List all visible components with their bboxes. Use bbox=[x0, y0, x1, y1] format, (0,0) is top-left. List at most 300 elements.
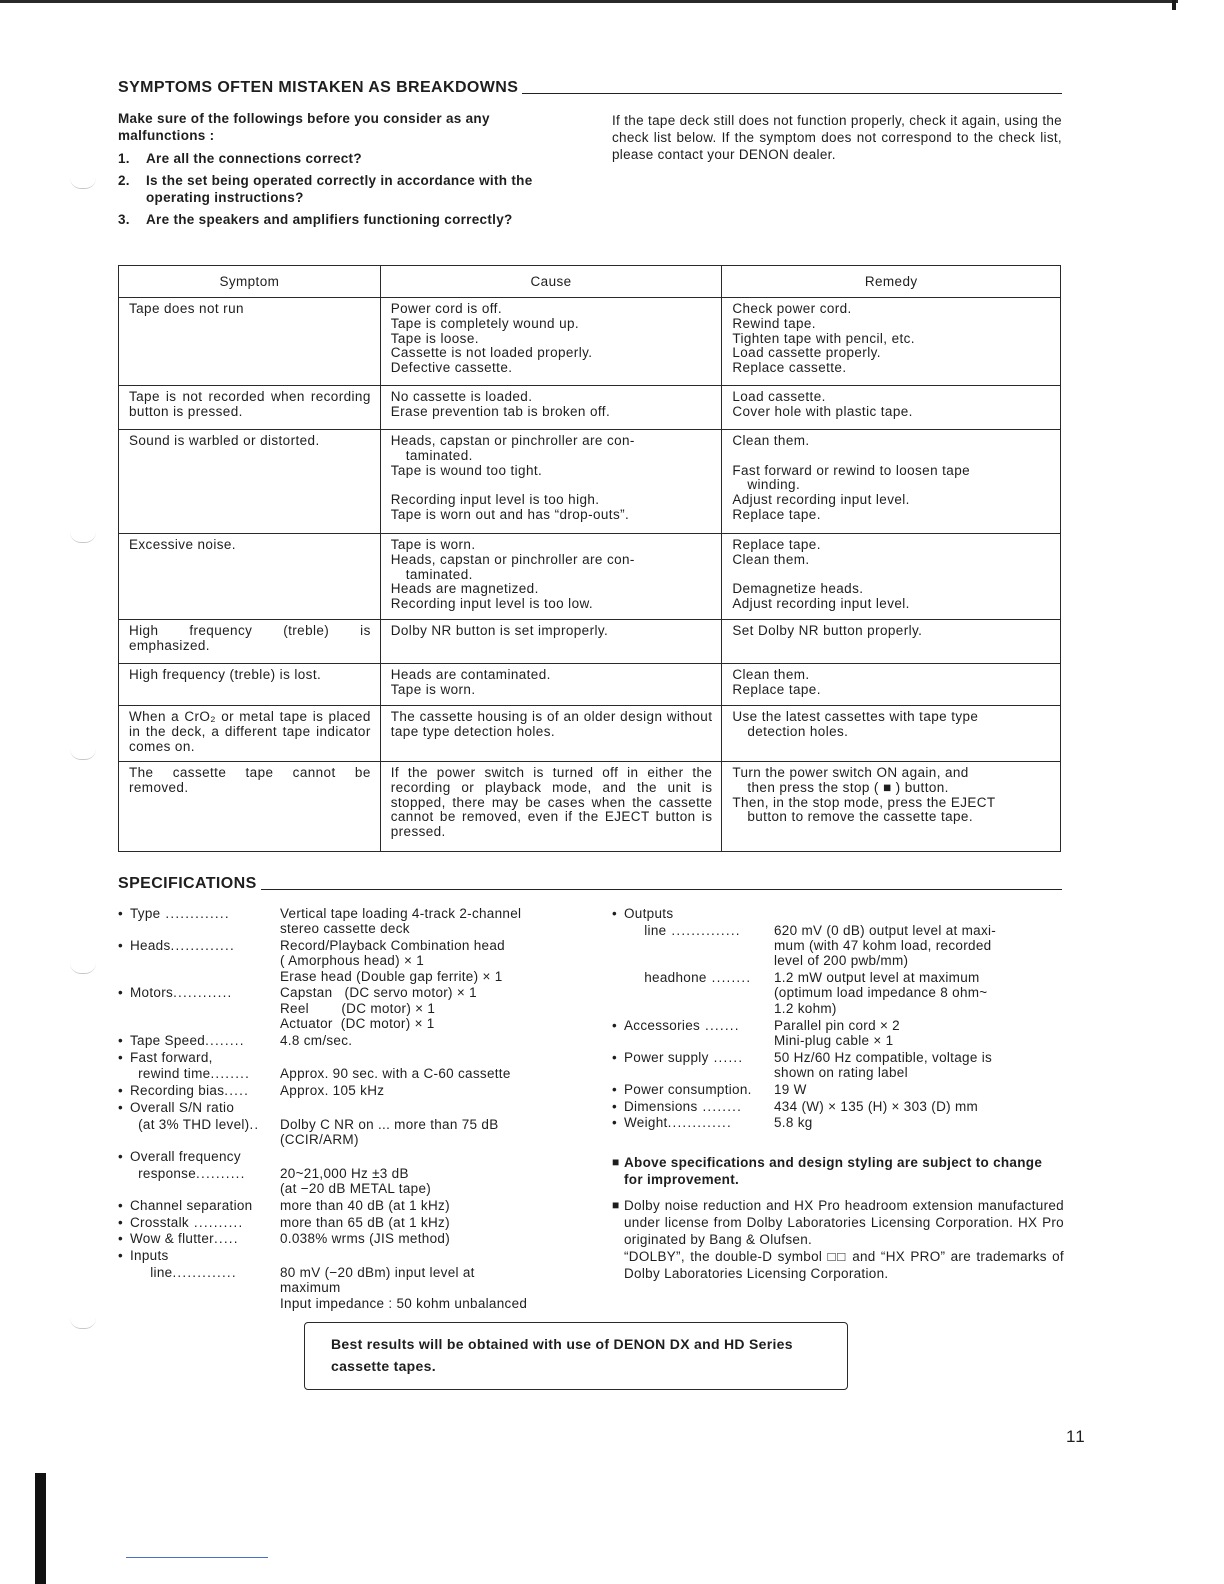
remedy-line: Tighten tape with pencil, etc. bbox=[732, 330, 915, 346]
section-heading-symptoms bbox=[118, 79, 1062, 97]
cause-line: Tape is worn. bbox=[390, 537, 476, 552]
checklist-item bbox=[118, 150, 566, 167]
spec-label-text: Recording bias bbox=[130, 1083, 225, 1099]
leader-dots: ..... bbox=[224, 1083, 250, 1099]
remedy-line: Turn the power switch ON again, and bbox=[732, 765, 969, 780]
remedy-line: Use the latest cassettes with tape type bbox=[732, 709, 979, 724]
remedy-line: Check power cord. bbox=[732, 301, 852, 316]
symptom-cell bbox=[119, 386, 381, 430]
spec-row bbox=[118, 1050, 568, 1065]
cause-line: Tape is wound too tight. bbox=[390, 462, 543, 478]
bullet-icon: • bbox=[118, 906, 124, 921]
spec-value bbox=[280, 1198, 568, 1213]
remedy-line: Clean them. bbox=[732, 551, 810, 567]
leader-dots: .......... bbox=[188, 1214, 244, 1230]
remedy-cell bbox=[722, 762, 1061, 852]
spec-value-line: Reel (DC motor) × 1 bbox=[280, 1000, 436, 1016]
remedy-cell bbox=[722, 386, 1061, 430]
bullet-icon: • bbox=[612, 1049, 618, 1065]
remedy-line: Replace tape. bbox=[732, 537, 821, 552]
checklist-intro bbox=[118, 110, 566, 233]
notice-subject-to-change bbox=[612, 1154, 1064, 1188]
symptom-line: When a CrO₂ or metal tape is placed in the deck, a different tape indicator comes on. bbox=[129, 709, 371, 754]
spec-value-line: (CCIR/ARM) bbox=[280, 1132, 359, 1148]
spec-value-line: 4.8 cm/sec. bbox=[280, 1032, 353, 1048]
spec-label bbox=[118, 1050, 280, 1065]
spec-label bbox=[118, 985, 280, 1031]
symptom-cell bbox=[119, 534, 381, 620]
spec-row bbox=[118, 1033, 568, 1048]
leader-dots: ....... bbox=[700, 1017, 740, 1033]
trademark-text: “DOLBY”, the double-D symbol □□ and “HX PRO” are trademarks of Dolby Laboratories Licensing Corporation. bbox=[624, 1249, 1064, 1281]
callout-box: Best results will be obtained with use of DENON DX and HD Series cassette tapes. bbox=[304, 1322, 848, 1390]
spec-row bbox=[118, 1166, 568, 1197]
remedy-line: winding. bbox=[747, 477, 801, 493]
table-row bbox=[119, 298, 1061, 386]
bullet-icon: • bbox=[118, 1197, 124, 1213]
remedy-line: Adjust recording input level. bbox=[732, 596, 910, 612]
spec-row bbox=[118, 1215, 568, 1230]
spec-label-text: Power supply bbox=[624, 1049, 709, 1065]
cause-line: Cassette is not loaded properly. bbox=[390, 345, 593, 361]
spec-label bbox=[118, 1231, 280, 1246]
cause-line: Heads are magnetized. bbox=[390, 581, 539, 597]
spec-label-text: Weight bbox=[624, 1115, 668, 1131]
spec-label-text: Channel separation bbox=[130, 1197, 253, 1213]
cause-line bbox=[391, 478, 713, 493]
cause-cell bbox=[380, 706, 722, 762]
cause-cell bbox=[380, 762, 722, 852]
spec-label-text: Outputs bbox=[624, 906, 674, 921]
spec-row bbox=[612, 1050, 1064, 1081]
spec-row bbox=[118, 985, 568, 1031]
spec-label bbox=[118, 1033, 280, 1048]
spec-value-line: Vertical tape loading 4-track 2-channel bbox=[280, 906, 522, 921]
cause-line: Recording input level is too low. bbox=[390, 596, 594, 612]
spec-label-text: Heads bbox=[130, 938, 171, 954]
symptom-line: High frequency (treble) is lost. bbox=[129, 667, 322, 682]
bullet-icon: • bbox=[118, 1049, 124, 1065]
spec-value bbox=[774, 970, 1064, 1016]
page-number: 11 bbox=[1066, 1427, 1086, 1446]
remedy-line: Adjust recording input level. bbox=[732, 492, 910, 508]
remedy-line: Replace cassette. bbox=[732, 360, 847, 376]
spec-value-line: (at −20 dB METAL tape) bbox=[280, 1181, 432, 1197]
cause-line: Heads, capstan or pinchroller are con- bbox=[390, 433, 635, 448]
cause-cell bbox=[380, 620, 722, 664]
spec-value-line: 620 mV (0 dB) output level at maxi- bbox=[774, 922, 997, 938]
cause-line: Power cord is off. bbox=[390, 301, 502, 316]
symptom-line: Tape does not run bbox=[129, 301, 244, 316]
spec-value bbox=[280, 906, 568, 937]
spec-row bbox=[118, 1100, 568, 1115]
symptom-cell bbox=[119, 664, 381, 706]
spec-label-text: Accessories bbox=[624, 1017, 701, 1033]
blue-underline bbox=[126, 1557, 268, 1558]
spec-value-line: Record/Playback Combination head bbox=[280, 938, 505, 954]
bullet-icon: • bbox=[612, 1098, 618, 1114]
cause-line: taminated. bbox=[405, 566, 473, 582]
leader-dots: ............. bbox=[667, 1115, 732, 1131]
cause-line: Tape is worn. bbox=[390, 681, 476, 697]
spec-value-line: 50 Hz/60 Hz compatible, voltage is bbox=[774, 1049, 993, 1065]
spec-label-text: Crosstalk bbox=[130, 1214, 189, 1230]
cause-line: Recording input level is too high. bbox=[390, 492, 600, 508]
spec-row bbox=[612, 1115, 1064, 1130]
bullet-icon: • bbox=[118, 1248, 124, 1264]
spec-label bbox=[118, 1149, 280, 1164]
spec-value-line bbox=[280, 1149, 568, 1164]
remedy-line bbox=[732, 568, 1051, 583]
remedy-line: Replace tape. bbox=[732, 506, 821, 522]
symptom-cell bbox=[119, 430, 381, 534]
spec-value-line: level of 200 pwb/mm) bbox=[774, 953, 909, 969]
spec-label bbox=[118, 1198, 280, 1213]
spec-value-line: 19 W bbox=[774, 1081, 807, 1097]
spec-row bbox=[118, 1198, 568, 1213]
leader-dots: ............. bbox=[160, 906, 230, 921]
spec-label bbox=[612, 1082, 774, 1097]
spec-label-text: Fast forward, bbox=[130, 1049, 213, 1065]
remedy-line: Set Dolby NR button properly. bbox=[732, 623, 923, 638]
spec-row bbox=[612, 1099, 1064, 1114]
bullet-icon: • bbox=[118, 1032, 124, 1048]
bullet-icon: • bbox=[118, 938, 124, 954]
remedy-cell bbox=[722, 298, 1061, 386]
cause-line: Tape is worn out and has “drop-outs”. bbox=[390, 506, 630, 522]
top-rule bbox=[0, 0, 1178, 3]
notice-text: Above specifications and design styling are subject to change for improvement. bbox=[624, 1155, 1043, 1187]
spec-row bbox=[118, 1149, 568, 1164]
symptom-cell bbox=[119, 762, 381, 852]
heading-rule bbox=[522, 93, 1062, 94]
spec-value bbox=[280, 1248, 568, 1263]
checklist bbox=[118, 150, 566, 228]
remedy-cell bbox=[722, 620, 1061, 664]
bullet-icon: • bbox=[118, 1231, 124, 1247]
spec-row bbox=[612, 906, 1064, 921]
leader-dots: .............. bbox=[666, 922, 741, 938]
bullet-icon: • bbox=[118, 985, 124, 1001]
spec-value-line: more than 65 dB (at 1 kHz) bbox=[280, 1214, 450, 1230]
punch-hole-mark bbox=[70, 1318, 96, 1329]
intro-lead: Make sure of the followings before you consider as any malfunctions : bbox=[118, 111, 490, 143]
spec-label bbox=[118, 1248, 280, 1263]
symptom-line: The cassette tape cannot be removed. bbox=[129, 765, 371, 795]
bullet-icon: • bbox=[612, 1017, 618, 1033]
spec-value-line: 0.038% wrms (JIS method) bbox=[280, 1231, 451, 1247]
spec-row bbox=[118, 938, 568, 984]
spec-value-line: 80 mV (−20 dBm) input level at bbox=[280, 1265, 475, 1281]
spec-label-text: response bbox=[130, 1165, 197, 1181]
spec-row bbox=[118, 906, 568, 937]
remedy-line: Load cassette. bbox=[732, 389, 826, 404]
spec-value-line: Actuator (DC motor) × 1 bbox=[280, 1016, 435, 1032]
spec-label bbox=[118, 938, 280, 984]
leader-dots: ...... bbox=[708, 1049, 744, 1065]
checklist-number: 1. bbox=[118, 151, 130, 166]
section-title: SYMPTOMS OFTEN MISTAKEN AS BREAKDOWNS bbox=[118, 79, 519, 96]
spec-row bbox=[612, 1018, 1064, 1049]
spec-value-line: 434 (W) × 135 (H) × 303 (D) mm bbox=[774, 1098, 979, 1114]
spec-value bbox=[280, 1231, 568, 1246]
spec-label bbox=[612, 906, 774, 921]
spec-value bbox=[280, 1083, 568, 1098]
punch-hole-mark bbox=[70, 749, 96, 760]
spec-label-text: Tape Speed bbox=[130, 1032, 206, 1048]
spec-label-text: (at 3% THD level) bbox=[130, 1116, 250, 1132]
spec-label bbox=[118, 1117, 280, 1148]
spec-label-text: Type bbox=[130, 906, 161, 921]
spec-label bbox=[118, 1066, 280, 1081]
leader-dots: ............ bbox=[173, 985, 233, 1001]
spec-value-line bbox=[774, 906, 1064, 921]
leader-dots: ........ bbox=[205, 1032, 245, 1048]
symptom-cell bbox=[119, 298, 381, 386]
bullet-icon: • bbox=[118, 1148, 124, 1164]
spec-label-text: Overall frequency bbox=[130, 1148, 241, 1164]
spec-row bbox=[118, 1265, 568, 1311]
spec-value bbox=[774, 1115, 1064, 1130]
cause-line: Heads, capstan or pinchroller are con- bbox=[390, 551, 635, 567]
spec-label-text: Wow & flutter bbox=[130, 1231, 214, 1247]
spec-value bbox=[280, 938, 568, 984]
spec-label-text: Dimensions bbox=[624, 1098, 698, 1114]
remedy-line: button to remove the cassette tape. bbox=[747, 809, 973, 825]
table-row bbox=[119, 534, 1061, 620]
spec-value-line: Approx. 90 sec. with a C-60 cassette bbox=[280, 1066, 511, 1082]
cause-line: Heads are contaminated. bbox=[390, 667, 551, 682]
remedy-cell bbox=[722, 430, 1061, 534]
spec-label bbox=[612, 923, 774, 969]
spec-label bbox=[612, 1099, 774, 1114]
spec-label-text: headhone bbox=[624, 970, 707, 986]
spec-value-line: Erase head (Double gap ferrite) × 1 bbox=[280, 968, 503, 984]
spec-list-left bbox=[118, 906, 568, 1312]
binding-bar bbox=[35, 1473, 46, 1584]
spec-value bbox=[280, 1265, 568, 1311]
remedy-line: Load cassette properly. bbox=[732, 345, 881, 361]
symptom-line: Excessive noise. bbox=[129, 537, 236, 552]
remedy-line bbox=[732, 449, 1051, 464]
spec-label-text: Motors bbox=[130, 985, 174, 1001]
checklist-text: Are all the connections correct? bbox=[146, 151, 362, 166]
heading-rule bbox=[261, 889, 1062, 890]
table-row bbox=[119, 386, 1061, 430]
cause-line: Defective cassette. bbox=[390, 360, 513, 376]
cause-line: Dolby NR button is set improperly. bbox=[390, 623, 609, 638]
spec-value-line bbox=[280, 1248, 568, 1263]
spec-value-line: more than 40 dB (at 1 kHz) bbox=[280, 1197, 450, 1213]
spec-value bbox=[280, 1166, 568, 1197]
spec-value-line bbox=[280, 1050, 568, 1065]
punch-hole-mark bbox=[70, 532, 96, 543]
spec-value bbox=[280, 985, 568, 1031]
spec-value-line: ( Amorphous head) × 1 bbox=[280, 953, 425, 969]
spec-value-line: shown on rating label bbox=[774, 1064, 908, 1080]
cause-line: Tape is loose. bbox=[390, 330, 479, 346]
bullet-icon: • bbox=[118, 1100, 124, 1116]
spec-value bbox=[774, 1082, 1064, 1097]
punch-hole-mark bbox=[70, 178, 96, 189]
symptom-line: Sound is warbled or distorted. bbox=[129, 433, 320, 448]
spec-row bbox=[118, 1066, 568, 1081]
square-bullet-icon: ■ bbox=[612, 1155, 620, 1169]
spec-value bbox=[280, 1050, 568, 1065]
table-header-row bbox=[119, 266, 1061, 298]
spec-value-line: Parallel pin cord × 2 bbox=[774, 1017, 900, 1033]
intro-right-text: If the tape deck still does not function properly, check it again, using the check list below. If the symptom does not correspond to the check list, please contact your DENON dealer. bbox=[612, 113, 1062, 162]
spec-value-line bbox=[280, 1100, 568, 1115]
spec-row bbox=[118, 1083, 568, 1098]
leader-dots: ..... bbox=[213, 1231, 239, 1247]
remedy-line: Then, in the stop mode, press the EJECT bbox=[732, 794, 996, 810]
section-heading-specifications bbox=[118, 875, 1062, 893]
cause-line: If the power switch is turned off in either the recording or playback mode, and the unit is stopped, there may be cases when the cassette cannot be removed, even if the EJECT button is pressed. bbox=[390, 765, 713, 840]
bullet-icon: • bbox=[612, 1081, 618, 1097]
spec-value-line: 20~21,000 Hz ±3 dB bbox=[280, 1165, 409, 1181]
symptom-line: Tape is not recorded when recording button is pressed. bbox=[129, 389, 371, 419]
table-row bbox=[119, 762, 1061, 852]
top-rule-tick bbox=[1172, 0, 1176, 10]
checklist-number: 3. bbox=[118, 212, 130, 227]
spec-value bbox=[280, 1033, 568, 1048]
spec-label bbox=[118, 1166, 280, 1197]
header-cause: Cause bbox=[380, 266, 722, 298]
symptom-cell bbox=[119, 620, 381, 664]
spec-value bbox=[774, 906, 1064, 921]
spec-value bbox=[774, 1018, 1064, 1049]
section-title: SPECIFICATIONS bbox=[118, 875, 257, 892]
header-symptom: Symptom bbox=[119, 266, 381, 298]
remedy-line: then press the stop ( ■ ) button. bbox=[747, 779, 949, 795]
table-row bbox=[119, 664, 1061, 706]
cause-cell bbox=[380, 534, 722, 620]
checklist-item bbox=[118, 211, 566, 228]
spec-value-line: stereo cassette deck bbox=[280, 921, 410, 937]
bullet-icon: • bbox=[612, 1115, 618, 1131]
notice-text bbox=[624, 1197, 1064, 1282]
leader-dots: . bbox=[747, 1081, 753, 1097]
spec-row bbox=[118, 1117, 568, 1148]
spec-value-line: mum (with 47 kohm load, recorded bbox=[774, 938, 992, 954]
spec-value-line: maximum bbox=[280, 1280, 341, 1296]
leader-dots: .. bbox=[249, 1116, 260, 1132]
cause-cell bbox=[380, 664, 722, 706]
checklist-number: 2. bbox=[118, 173, 130, 188]
leader-dots: ........ bbox=[697, 1098, 743, 1114]
spec-label-text: Overall S/N ratio bbox=[130, 1100, 235, 1116]
bullet-icon: • bbox=[118, 1214, 124, 1230]
spec-label bbox=[612, 1050, 774, 1081]
spec-label bbox=[612, 1115, 774, 1130]
spec-label bbox=[118, 1265, 280, 1311]
punch-hole-mark bbox=[70, 963, 96, 974]
leader-dots: ........ bbox=[706, 970, 752, 986]
spec-label bbox=[612, 1018, 774, 1049]
spec-value-line: Input impedance : 50 kohm unbalanced bbox=[280, 1295, 528, 1311]
remedy-line: Clean them. bbox=[732, 667, 810, 682]
cause-line: No cassette is loaded. bbox=[390, 389, 533, 404]
spec-value bbox=[774, 923, 1064, 969]
notice-dolby bbox=[612, 1197, 1064, 1282]
cause-cell bbox=[380, 298, 722, 386]
spec-label bbox=[118, 1083, 280, 1098]
remedy-line: Clean them. bbox=[732, 433, 810, 448]
header-remedy: Remedy bbox=[722, 266, 1061, 298]
bullet-icon: • bbox=[118, 1083, 124, 1099]
bullet-icon: • bbox=[612, 906, 618, 921]
spec-row bbox=[118, 1248, 568, 1263]
cause-cell bbox=[380, 386, 722, 430]
spec-value-line: 5.8 kg bbox=[774, 1115, 813, 1131]
cause-cell bbox=[380, 430, 722, 534]
spec-value bbox=[774, 1050, 1064, 1081]
remedy-line: Replace tape. bbox=[732, 681, 821, 697]
cause-line: Erase prevention tab is broken off. bbox=[390, 403, 611, 419]
checklist-item bbox=[118, 172, 566, 206]
spec-label bbox=[118, 1215, 280, 1230]
spec-value bbox=[280, 1066, 568, 1081]
cause-line: The cassette housing is of an older design without tape type detection holes. bbox=[390, 709, 713, 739]
spec-label-text: Power consumption bbox=[624, 1081, 748, 1097]
checklist-text: Are the speakers and amplifiers functioning correctly? bbox=[146, 212, 513, 227]
spec-value-line: Approx. 105 kHz bbox=[280, 1083, 385, 1099]
leader-dots: ............. bbox=[170, 938, 235, 954]
checklist-text: Is the set being operated correctly in accordance with the operating instructions? bbox=[146, 173, 533, 205]
table-row bbox=[119, 430, 1061, 534]
spec-value-line: 1.2 kohm) bbox=[774, 1000, 837, 1016]
spec-value-line: (optimum load impedance 8 ohm~ bbox=[774, 985, 988, 1001]
remedy-cell bbox=[722, 706, 1061, 762]
spec-value-line: Capstan (DC servo motor) × 1 bbox=[280, 985, 477, 1001]
leader-dots: .......... bbox=[196, 1165, 246, 1181]
spec-label-text: Inputs bbox=[130, 1248, 169, 1264]
cause-line: Tape is completely wound up. bbox=[390, 315, 580, 331]
dolby-license-text: Dolby noise reduction and HX Pro headroom extension manufactured under license from Dolby Laboratories Licensing Corporation. HX Pro originated by Bang & Olufsen. bbox=[624, 1198, 1064, 1247]
remedy-line: Cover hole with plastic tape. bbox=[732, 403, 913, 419]
spec-value-line: Mini-plug cable × 1 bbox=[774, 1032, 894, 1048]
spec-row bbox=[612, 970, 1064, 1016]
spec-label bbox=[118, 1100, 280, 1115]
spec-label-text: line bbox=[624, 922, 667, 938]
remedy-line: Fast forward or rewind to loosen tape bbox=[732, 462, 971, 478]
leader-dots: ........ bbox=[210, 1066, 251, 1082]
spec-label-text: line bbox=[130, 1265, 173, 1281]
spec-label-text: rewind time bbox=[130, 1066, 211, 1082]
spec-row bbox=[118, 1231, 568, 1246]
spec-value bbox=[280, 1117, 568, 1148]
spec-value bbox=[774, 1099, 1064, 1114]
troubleshooting-table bbox=[118, 265, 1061, 852]
spec-row bbox=[612, 923, 1064, 969]
spec-value bbox=[280, 1149, 568, 1164]
remedy-line: Demagnetize heads. bbox=[732, 581, 864, 597]
spec-value bbox=[280, 1215, 568, 1230]
spec-row bbox=[612, 1082, 1064, 1097]
spec-label bbox=[612, 970, 774, 1016]
spec-value-line: 1.2 mW output level at maximum bbox=[774, 970, 980, 986]
leader-dots: ............. bbox=[172, 1265, 237, 1281]
table-row bbox=[119, 620, 1061, 664]
table-row bbox=[119, 706, 1061, 762]
remedy-line: Rewind tape. bbox=[732, 315, 816, 331]
spec-label bbox=[118, 906, 280, 937]
square-bullet-icon: ■ bbox=[612, 1198, 620, 1212]
remedy-cell bbox=[722, 534, 1061, 620]
symptom-cell bbox=[119, 706, 381, 762]
symptom-line: High frequency (treble) is emphasized. bbox=[129, 623, 371, 653]
